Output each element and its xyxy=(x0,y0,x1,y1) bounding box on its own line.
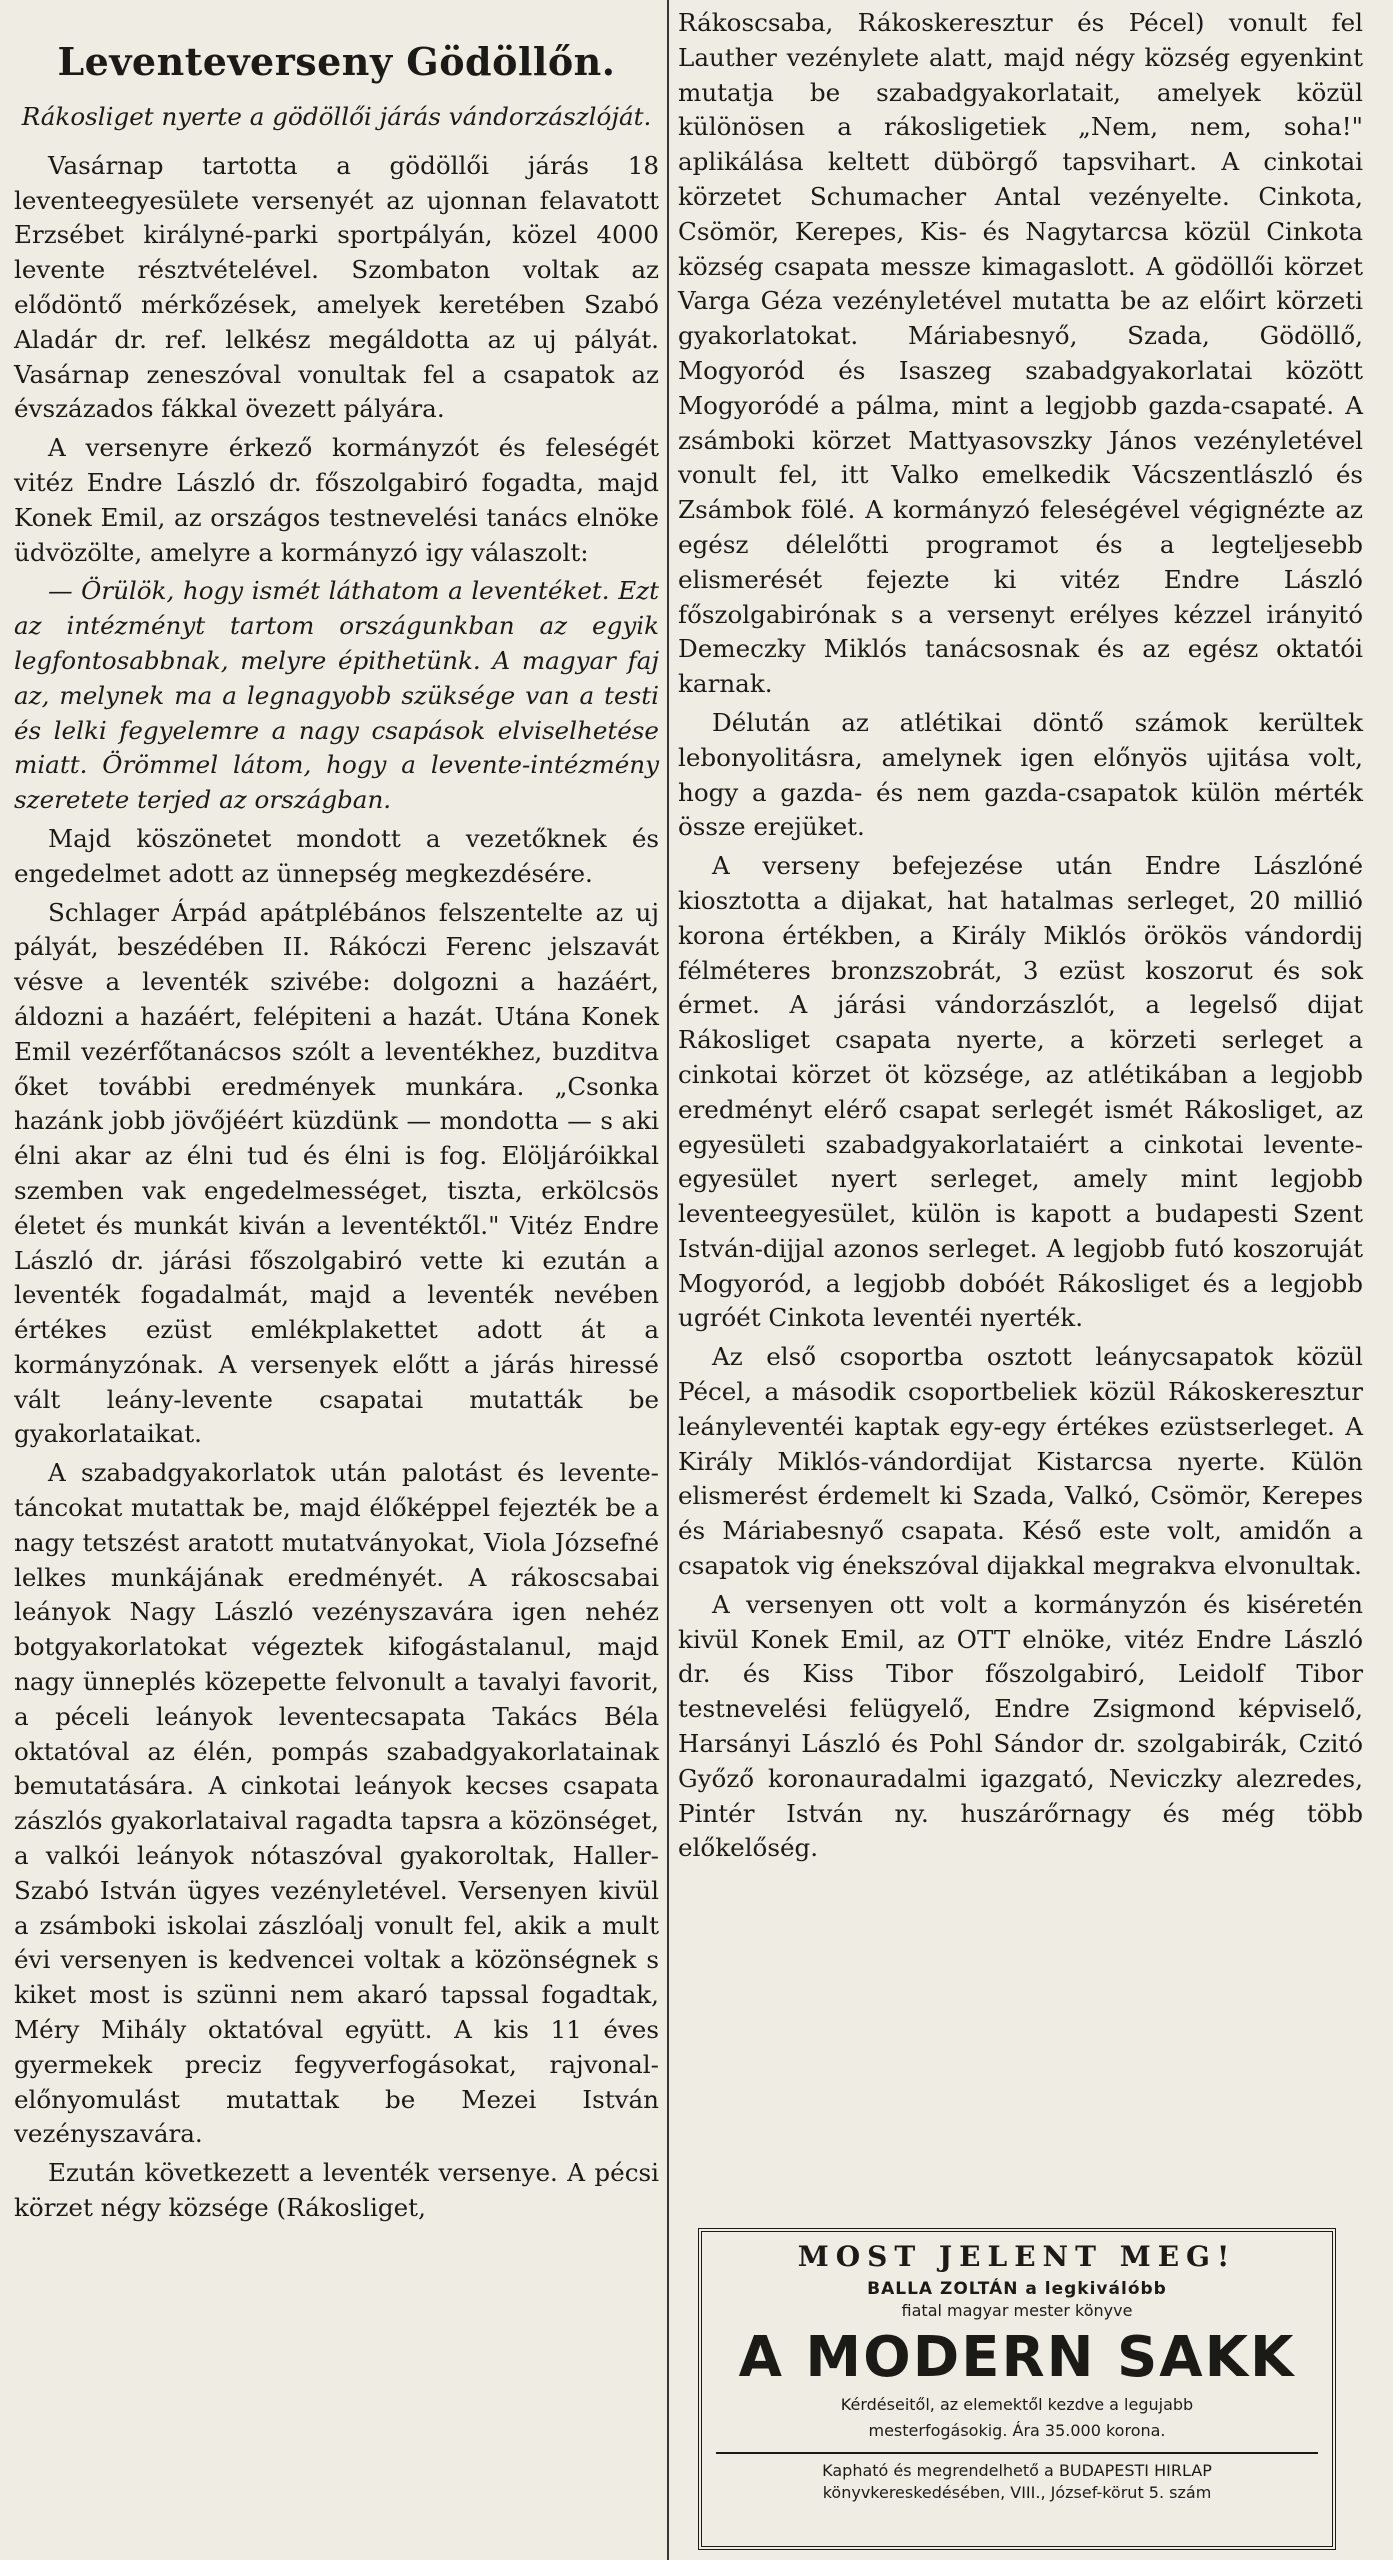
article-paragraph: Rákoscsaba, Rákoskeresztur és Pécel) vonult fel Lauther vezénylete alatt, majd négy község egyenkint mutatja be szabadgyakorlatait, amelyek közül különösen a rákosligetiek „Nem, nem, soha!" aplikálása keltett dübörgő tapsvihart. A cinkotai körzetet Schumacher Antal vezényelte. Cinkota, Csömör, Kerepes, Kis- és Nagytarcsa közül Cinkota község csapata messze kimagaslott. A gödöllői körzet Varga Géza vezényletével mutatta be az előirt körzeti gyakorlatokat. Máriabesnyő, Szada, Gödöllő, Mogyoród és Isaszeg szabadgyakorlatai között Mogyoródé a pálma, mint a legjobb gazda-csapaté. A zsámboki körzet Mattyasovszky János vezényletével vonult fel, itt Valko emelkedik Vácszentlászló és Zsámbok fölé. A kormányzó feleségével végignézte az egész délelőtti programot és a legteljesebb elismerését fejezte ki vitéz Endre László főszolgabirónak s a versenyt erélyes kézzel irányitó Demeczky Miklós tanácsosnak és az egész oktatói karnak. xyxy=(678,8,1363,699)
ad-description-line: mesterfogásokig. Ára 35.000 korona. xyxy=(868,2421,1166,2440)
quote-paragraph: — Örülök, hogy ismét láthatom a leventéket. Ezt az intézményt tartom országunkban az egyik legfontosabbnak, melyre épithetünk. A magyar faj az, melynek ma a legnagyobb szüksége van a testi és lelki fegyelemre a nagy csapások elviselhetése miatt. Örömmel látom, hogy a levente-intézmény szeretete terjed az országban. xyxy=(14,576,659,815)
ad-divider xyxy=(716,2452,1318,2454)
article-headline: Leventeverseny Gödöllőn. xyxy=(57,39,616,84)
book-advertisement xyxy=(698,2228,1336,2550)
ad-subtitle: fiatal magyar mester könyve xyxy=(901,2301,1133,2320)
right-column xyxy=(678,6,1363,1870)
article-paragraph: Ezután következett a leventék versenye. A pécsi körzet négy községe (Rákosliget, xyxy=(14,2158,659,2223)
article-paragraph: Az első csoportba osztott leánycsapatok közül Pécel, a második csoportbeliek közül Rákoskeresztur leányleventéi kaptak egy-egy értékes ezüstserleget. A Király Miklós-vándordijat Kistarcsa nyerte. Külön elismerést érdemelt ki Szada, Valkó, Csömör, Kerepes és Máriabesnyő csapata. Késő este volt, amidőn a csapatok vig énekszóval dijakkal megrakva elvonultak. xyxy=(678,1342,1363,1581)
ad-footer-line: könyvkereskedésében, VIII., József-körut 5. szám xyxy=(822,2483,1212,2502)
article-subhead: Rákosliget nyerte a gödöllői járás vándorzászlóját. xyxy=(21,102,652,131)
article-paragraph: Délután az atlétikai döntő számok kerültek lebonyolitásra, amelynek igen előnyös ujitása volt, hogy a gazda- és nem gazda-csapatok külön mérték össze erejüket. xyxy=(678,707,1363,842)
ad-author: BALLA ZOLTÁN a legkiválóbb xyxy=(867,2279,1167,2299)
article-paragraph: Vasárnap tartotta a gödöllői járás 18 leventeegyesülete versenyét az ujonnan felavatott Erzsébet királyné-parki sportpályán, közel 4000 levente résztvételével. Szombaton voltak az elődöntő mérkőzések, amelyek keretében Szabó Aladár dr. ref. lelkész megáldotta az uj pályát. Vasárnap zeneszóval vonultak fel a csapatok az évszázados fákkal övezett pályára. xyxy=(14,150,659,424)
article-paragraph: Schlager Árpád apátplébános felszentelte az uj pályát, beszédében II. Rákóczi Ferenc jelszavát vésve a leventék szivébe: dolgozni a hazáért, áldozni a hazáért, felépiteni a hazát. Utána Konek Emil vezérfőtanácsos szólt a leventékhez, buzditva őket további eredmények munkára. „Csonka hazánk jobb jövőjéért küzdünk — mondotta — s aki élni akar az élni tud és élni is fog. Elöljáróikkal szemben vak engedelmességet, tiszta, erkölcsös életet és munkát kiván a leventéktől." Vitéz Endre László dr. járási főszolgabiró vette ki ezután a leventék fogadalmát, majd a leventék nevében értékes ezüst emlékplakettet adott át a kormányzónak. A versenyek előtt a járás hiressé vált leány-levente csapatai mutatták be gyakorlataikat. xyxy=(14,897,659,1449)
ad-description-line: Kérdéseitől, az elemektől kezdve a legujabb xyxy=(840,2395,1194,2414)
ad-title: MOST JELENT MEG! xyxy=(797,2240,1237,2273)
ad-footer-line: Kapható és megrendelhető a BUDAPESTI HIRLAP xyxy=(822,2461,1212,2480)
article-paragraph: A versenyen ott volt a kormányzón és kiséretén kivül Konek Emil, az OTT elnöke, vitéz Endre László dr. és Kiss Tibor főszolgabiró, Leidolf Tibor testnevelési felügyelő, Endre Zsigmond képviselő, Harsányi László és Pohl Sándor dr. szolgabirák, Czitó Győző koronauradalmi igazgató, Neviczky alezredes, Pintér István ny. huszárőrnagy és még több előkelőség. xyxy=(678,1589,1363,1863)
article-paragraph: Majd köszönetet mondott a vezetőknek és engedelmet adott az ünnepség megkezdésére. xyxy=(14,823,659,888)
column-divider xyxy=(667,0,669,2560)
left-column xyxy=(14,18,659,2230)
article-paragraph: A verseny befejezése után Endre Lászlóné kiosztotta a dijakat, hat hatalmas serleget, 20 millió korona értékben, a Király Miklós örökös vándordij félméteres bronzszobrát, 3 ezüst koszorut és sok érmet. A járási vándorzászlót, a legelső dijat Rákosliget csapata nyerte, a körzeti serleget a cinkotai körzet öt községe, az atlétikában a legjobb eredményt elérő csapat serlegét ismét Rákosliget, az egyesületi szabadgyakorlataiért a cinkotai levente-egyesület nyert serleget, amely mint legjobb leventeegyesület, külön is kapott a budapesti Szent István-dijjal azonos serleget. A legjobb futó koszoruját Mogyoród, a legjobb dobóét Rákosliget és a legjobb ugróét Cinkota leventéi nyerték. xyxy=(678,851,1363,1333)
article-paragraph: A szabadgyakorlatok után palotást és levente-táncokat mutattak be, majd élőképpel fejezték be a nagy tetszést aratott mutatványokat, Viola Józsefné lelkes munkájának eredményét. A rákoscsabai leányok Nagy László vezényszavára igen nehéz botgyakorlatokat végeztek kifogástalanul, majd nagy ünneplés közepette felvonult a tavalyi favorit, a péceli leányok leventecsapata Takács Béla oktatóval az élén, pompás szabadgyakorlatainak bemutatására. A cinkotai leányok kecses csapata zászlós gyakorlataival ragadta tapsra a közönséget, a valkói leányok nótaszóval gyakoroltak, Haller-Szabó István ügyes vezényletével. Versenyen kivül a zsámboki iskolai zászlóalj vonult fel, akik a mult évi versenyen is kedvencei voltak a közönségnek s kiket most is szünni nem akaró tapssal fogadtak, Méry Mihály oktatóval együtt. A kis 11 éves gyermekek preciz fegyverfogásokat, rajvonal-előnyomulást mutattak be Mezei István vezényszavára. xyxy=(14,1458,659,2149)
ad-book-title: A MODERN SAKK xyxy=(738,2325,1296,2390)
article-paragraph: A versenyre érkező kormányzót és feleségét vitéz Endre László dr. főszolgabiró fogadta, majd Konek Emil, az országos testnevelési tanács elnöke üdvözölte, amelyre a kormányzó igy válaszolt: xyxy=(14,433,659,567)
